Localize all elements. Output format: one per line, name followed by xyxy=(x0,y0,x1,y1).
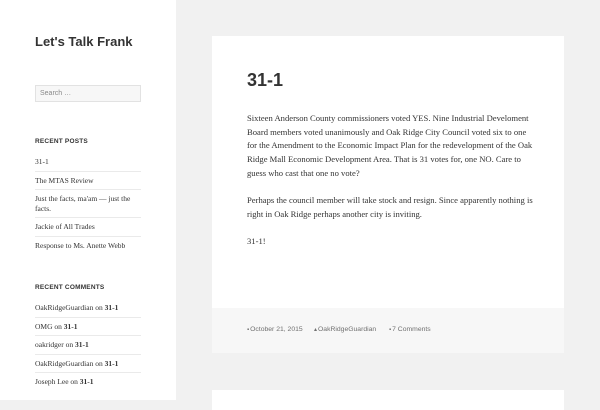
post-card xyxy=(212,36,564,353)
search-input[interactable]: Search … xyxy=(35,85,141,102)
comment-author-link[interactable]: OakRidgeGuardian xyxy=(35,358,94,368)
recent-posts-heading: RECENT POSTS xyxy=(35,138,88,145)
next-post-card xyxy=(212,390,564,410)
recent-comments-heading: RECENT COMMENTS xyxy=(35,284,105,291)
post-content xyxy=(247,112,537,263)
recent-posts-list xyxy=(35,157,141,254)
comment-author-link[interactable]: oakridger xyxy=(35,340,64,349)
comment-on-word: on xyxy=(65,340,74,349)
post-author-label: OakRidgeGuardian xyxy=(318,326,377,333)
post-paragraph: Perhaps the council member will take stock and resign. Since apparently nothing is right in Oak Ridge perhaps another city is inviting. xyxy=(247,195,533,219)
recent-comment-item xyxy=(35,372,141,391)
calendar-icon: ▪ xyxy=(247,327,250,333)
recent-post-item[interactable] xyxy=(35,157,141,171)
comment-on-word: on xyxy=(54,321,62,331)
comment-icon: ▪ xyxy=(389,327,392,333)
recent-post-link[interactable]: Response to Ms. Anette Webb xyxy=(35,240,126,250)
recent-comment-item xyxy=(35,303,141,317)
post-author[interactable] xyxy=(314,326,376,333)
recent-post-link[interactable]: Just the facts, ma'am — just the facts. xyxy=(35,194,131,213)
comment-post-link[interactable] xyxy=(105,303,119,312)
comment-on-word: on xyxy=(95,358,103,368)
recent-post-link[interactable]: 31-1 xyxy=(35,157,49,166)
comment-post-title: 31-1 xyxy=(79,377,94,386)
post-paragraph: Sixteen Anderson County commissioners voted YES. Nine Industrial Develoment Board members voted unanimously and Oak Ridge City Council voted six to one for the Amendment to the Economic Impact Plan for the redevelopment of the Oak Ridge Mall Economic Development Area. That is 31 votes for, one NO. Care to guess who cast that one no vote? xyxy=(247,113,533,178)
comment-post-title: 31-1 xyxy=(63,321,78,331)
post-footer xyxy=(212,308,564,353)
comment-author-link[interactable]: OMG xyxy=(35,321,53,331)
comment-post-title: 31-1 xyxy=(104,358,119,368)
recent-comments-list xyxy=(35,303,141,391)
recent-post-link[interactable]: The MTAS Review xyxy=(35,175,94,185)
sidebar xyxy=(0,0,176,400)
recent-post-item[interactable] xyxy=(35,189,141,217)
recent-comment-item xyxy=(35,317,141,336)
comment-on-word: on xyxy=(95,303,103,312)
post-date-label: October 21, 2015 xyxy=(250,326,303,333)
site-title[interactable]: Let's Talk Frank xyxy=(35,34,133,49)
recent-post-link[interactable]: Jackie of All Trades xyxy=(35,222,95,231)
recent-post-item[interactable] xyxy=(35,217,141,236)
comment-author-link[interactable]: Joseph Lee xyxy=(35,377,69,386)
post-date[interactable] xyxy=(247,326,303,333)
person-icon: ▴ xyxy=(314,327,318,333)
recent-post-item[interactable] xyxy=(35,236,141,255)
recent-comment-item xyxy=(35,335,141,354)
post-title[interactable]: 31-1 xyxy=(247,70,284,90)
comment-post-title: 31-1 xyxy=(75,340,89,349)
post-paragraph: 31-1! xyxy=(247,236,266,247)
comment-post-link[interactable] xyxy=(75,340,89,349)
comment-post-link[interactable] xyxy=(64,322,78,331)
post-comments-link[interactable] xyxy=(389,326,431,333)
post-comments-label: 7 Comments xyxy=(392,326,431,333)
recent-post-item[interactable] xyxy=(35,171,141,190)
comment-post-title: 31-1 xyxy=(104,303,119,312)
comment-author-link[interactable]: OakRidgeGuardian xyxy=(35,303,94,312)
comment-post-link[interactable] xyxy=(80,377,94,386)
comment-post-link[interactable] xyxy=(105,359,119,368)
recent-comment-item xyxy=(35,354,141,373)
comment-on-word: on xyxy=(70,377,78,386)
